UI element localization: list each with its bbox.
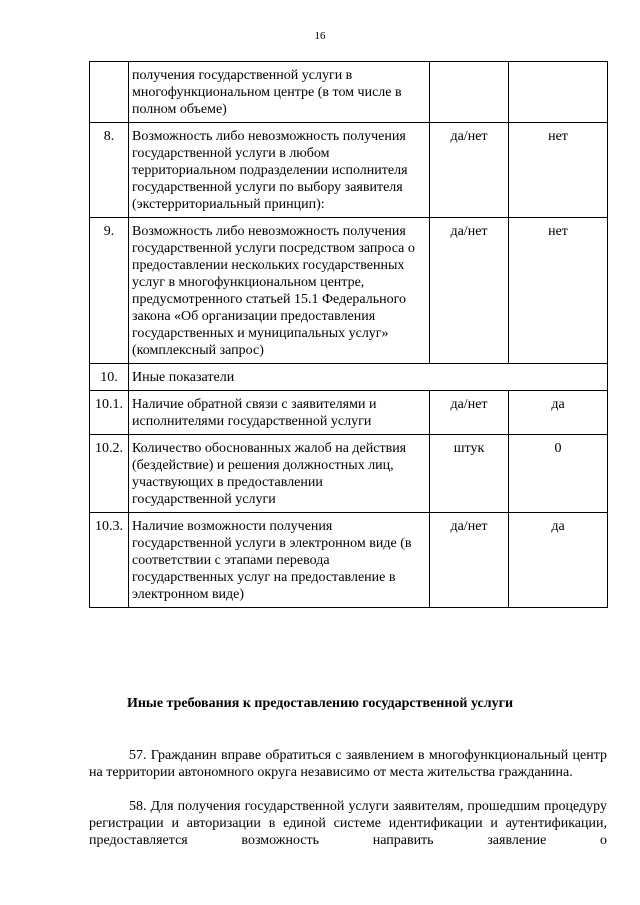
row-description: Возможность либо невозможность получения государственной услуги в любом территориальном подразделении исполнителя государственной услуги по выбору заявителя (экстерриториальный принцип): [129,123,430,218]
table-row [90,391,608,435]
row-description: Наличие обратной связи с заявителями и исполнителями государственной услуги [129,391,430,435]
table-row [90,123,608,218]
row-unit: да/нет [430,218,509,364]
row-number: 8. [90,123,129,218]
row-value: да [509,391,608,435]
row-number: 10.3. [90,513,129,608]
table-row [90,435,608,513]
row-value: нет [509,123,608,218]
row-value [509,62,608,123]
row-description: получения государственной услуги в многофункциональном центре (в том числе в полном объеме) [129,62,430,123]
row-value: 0 [509,435,608,513]
row-number: 9. [90,218,129,364]
row-description: Наличие возможности получения государственной услуги в электронном виде (в соответствии с этапами перевода государственных услуг на предоставление в электронном виде) [129,513,430,608]
requirements-table [89,61,608,608]
table-row [90,513,608,608]
section-heading: Иные требования к предоставлению государственной услуги [126,696,514,711]
paragraph-57: 57. Гражданин вправе обратиться с заявлением в многофункциональный центр на территории автономного округа независимо от места жительства гражданина. [89,748,607,780]
table-row [90,218,608,364]
row-number: 10.1. [90,391,129,435]
row-number: 10. [90,364,129,391]
row-description: Возможность либо невозможность получения государственной услуги посредством запроса о предоставлении нескольких государственных услуг в многофункциональном центре, предусмотренного статьей 15.1 Федерального закона «Об организации предоставления государственных и муниципальных услуг» (комплексный запрос) [129,218,430,364]
row-value: да [509,513,608,608]
paragraph-58: 58. Для получения государственной услуги заявителям, прошедшим процедуру регистрации и авторизации в единой системе идентификации и аутентификации, предоставляется возможность направить заявление о [89,799,607,848]
row-description: Иные показатели [129,364,608,391]
row-unit: да/нет [430,513,509,608]
row-unit: да/нет [430,391,509,435]
row-number: 10.2. [90,435,129,513]
table-row [90,62,608,123]
row-unit: да/нет [430,123,509,218]
page-number: 16 [314,30,326,42]
table-row-section [90,364,608,391]
row-value: нет [509,218,608,364]
row-unit [430,62,509,123]
row-description: Количество обоснованных жалоб на действия (бездействие) и решения должностных лиц, участвующих в предоставлении государственной услуги [129,435,430,513]
row-unit: штук [430,435,509,513]
row-number [90,62,129,123]
